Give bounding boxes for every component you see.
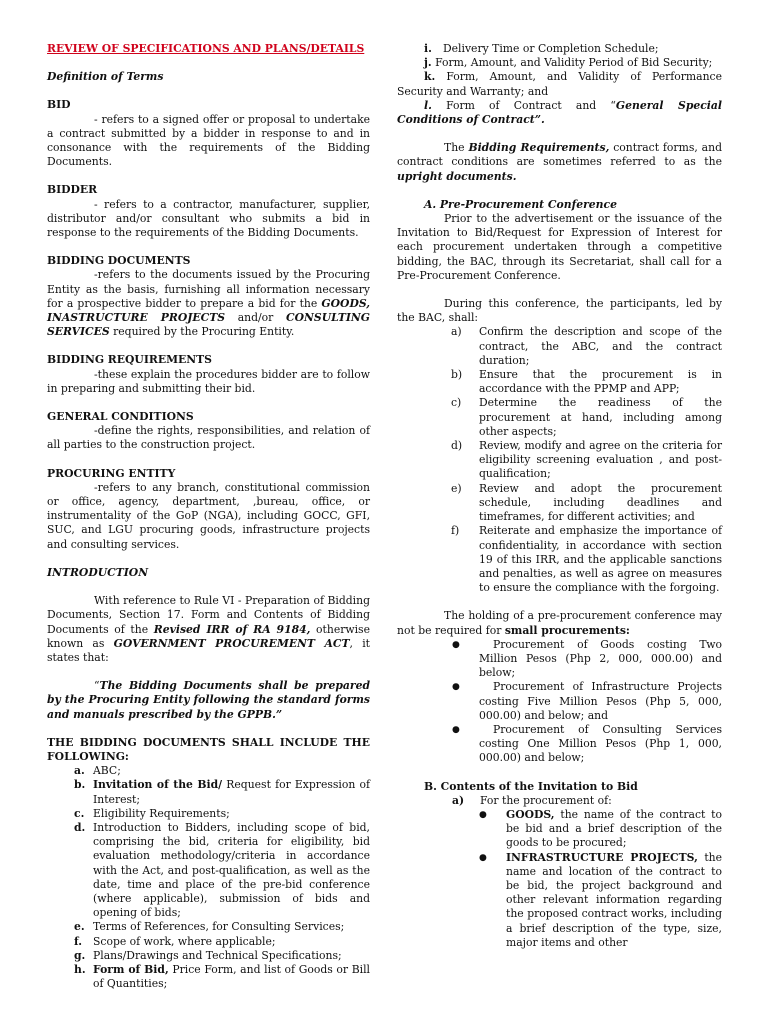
left-column <box>47 42 370 991</box>
list-item: f. Scope of work, where applicable; <box>74 934 276 948</box>
term-definition: -refers to any branch, constitutional commission or office, agency, department, ,bureau, office, or instrumentality of the GoP (NGA), including GOCC, GFI, SUC, and LGU procuring goods, infrastructure projects and consulting services. <box>47 480 370 551</box>
include-heading: THE BIDDING DOCUMENTS SHALL INCLUDE THE FOLLOWING: <box>47 735 370 763</box>
term-definition: -define the rights, responsibilities, and relation of all parties to the construction project. <box>47 424 370 452</box>
term-heading: BIDDING DOCUMENTS <box>47 254 191 268</box>
holding-paragraph: The holding of a pre-procurement conference may not be required for small procurements: <box>397 609 722 637</box>
bullet-icon: ● <box>479 809 487 820</box>
introduction-paragraph: With reference to Rule VI - Preparation of Bidding Documents, Section 17. Form and Contents of Bidding Documents of the Revised IRR of RA 9184, otherwise known as GOVERNMENT PROCUREMENT ACT, it states that: <box>47 594 370 664</box>
definition-heading: Definition of Terms <box>47 70 164 84</box>
right-column <box>397 42 722 950</box>
term-definition: -refers to the documents issued by the Procuring Entity as the basis, furnishing all information necessary for a prospective bidder to prepare a bid for the GOODS, INASTRUCTURE PROJECTS and/or CONSULTING SERVICES required by the Procuring Entity. <box>47 268 371 339</box>
section-b-heading: B. Contents of the Invitation to Bid <box>424 779 638 793</box>
term-heading: BIDDER <box>47 183 98 197</box>
list-item: c) Determine the readiness of the procurement at hand, including among other aspects; <box>451 396 722 438</box>
list-item: b. Invitation of the Bid/ Request for Expression of Interest; <box>74 778 370 806</box>
list-item: j. Form, Amount, and Validity Period of Bid Security; <box>424 56 713 70</box>
section-a-paragraph: Prior to the advertisement or the issuance of the Invitation to Bid/Request for Expression of Interest for each procurement undertaken through a competitive bidding, the BAC, through its Secretariat, shall call for a Pre-Procurement Conference. <box>397 212 722 282</box>
include-list <box>47 764 370 991</box>
bullet-icon: ● <box>452 639 460 650</box>
list-item: a) For the procurement of: <box>452 793 612 807</box>
term-definition: - refers to a contractor, manufacturer, supplier, distributor and/or consultant who submits a bid in response to the requirements of the Bidding Documents. <box>47 197 370 240</box>
bullet-icon: ● <box>479 852 487 863</box>
list-item: h. Form of Bid, Price Form, and list of Goods or Bill of Quantities; <box>74 962 371 991</box>
list-item: ● GOODS, the name of the contract to be bid and a brief description of the goods to be procured; <box>479 807 722 850</box>
list-item: ● Procurement of Infrastructure Projects costing Five Million Pesos (Php 5, 000, 000.00) and below; and <box>452 680 722 722</box>
list-item: a) Confirm the description and scope of the contract, the ABC, and the contract duration; <box>451 325 722 367</box>
list-item: ● Procurement of Consulting Services costing One Million Pesos (Php 1, 000, 000.00) and below; <box>452 722 722 765</box>
include-list-continued <box>397 42 722 127</box>
bullet-icon: ● <box>452 724 460 735</box>
term-definition: - refers to a signed offer or proposal to undertake a contract submitted by a bidder in response to and in consonance with the requirements of the Bidding Documents. <box>47 112 370 169</box>
list-item: k. Form, Amount, and Validity of Performance Security and Warranty; and <box>397 70 722 98</box>
section-a-heading: A. Pre-Procurement Conference <box>424 197 617 211</box>
introduction-heading: INTRODUCTION <box>47 565 149 579</box>
list-item: g. Plans/Drawings and Technical Specifications; <box>74 948 342 962</box>
invitation-content-list <box>397 808 722 950</box>
quote-paragraph: “The Bidding Documents shall be prepared by the Procuring Entity following the standard forms and manuals prescribed by the GPPB.” <box>47 679 370 721</box>
list-item: a. ABC; <box>74 764 121 778</box>
list-item: b) Ensure that the procurement is in accordance with the PPMP and APP; <box>451 368 722 396</box>
list-item: e) Review and adopt the procurement schedule, including deadlines and timeframes, for different activities; and <box>451 481 722 524</box>
bullet-icon: ● <box>452 682 460 693</box>
list-item: ● INFRASTRUCTURE PROJECTS, the name and location of the contract to be bid, the project background and other relevant information regarding the proposed contract works, including a brief description of the type, size, major items and other <box>479 850 722 949</box>
list-item: d) Review, modify and agree on the criteria for eligibility screening evaluation , and post-qualification; <box>451 439 722 481</box>
list-item: i. Delivery Time or Completion Schedule; <box>424 42 659 55</box>
term-heading: GENERAL CONDITIONS <box>47 410 194 424</box>
conference-list <box>397 325 722 595</box>
list-item: c. Eligibility Requirements; <box>74 806 230 820</box>
list-item: e. Terms of References, for Consulting Services; <box>74 920 345 934</box>
list-item: ● Procurement of Goods costing Two Million Pesos (Php 2, 000, 000.00) and below; <box>452 637 722 680</box>
term-heading: PROCURING ENTITY <box>47 466 176 480</box>
list-item: f) Reiterate and emphasize the importance of confidentiality, in accordance with section 19 of this IRR, and the applicable sanctions and penalties, as well as agree on measures to ensure the compliance with the forgoing. <box>451 524 722 595</box>
list-item: d. Introduction to Bidders, including scope of bid, comprising the bid, criteria for eligibility, bid evaluation methodology/criteria in accordance with the Act, and post-qualification, as well as the date, time and place of the pre-bid conference (where applicable), submission of bids and opening of bids; <box>74 820 370 920</box>
conference-intro: During this conference, the participants, led by the BAC, shall: <box>397 297 722 325</box>
list-item: l. Form of Contract and “General Special Conditions of Contract”. <box>397 98 723 127</box>
term-heading: BIDDING REQUIREMENTS <box>47 353 212 367</box>
requirements-paragraph: The Bidding Requirements, contract forms, and contract conditions are sometimes referred to as the upright documents. <box>397 141 722 183</box>
small-procurement-list <box>397 638 722 766</box>
term-heading: BID <box>47 98 71 112</box>
page-title: REVIEW OF SPECIFICATIONS AND PLANS/DETAILS <box>47 42 365 55</box>
term-definition: -these explain the procedures bidder are to follow in preparing and submitting their bid. <box>47 367 370 395</box>
